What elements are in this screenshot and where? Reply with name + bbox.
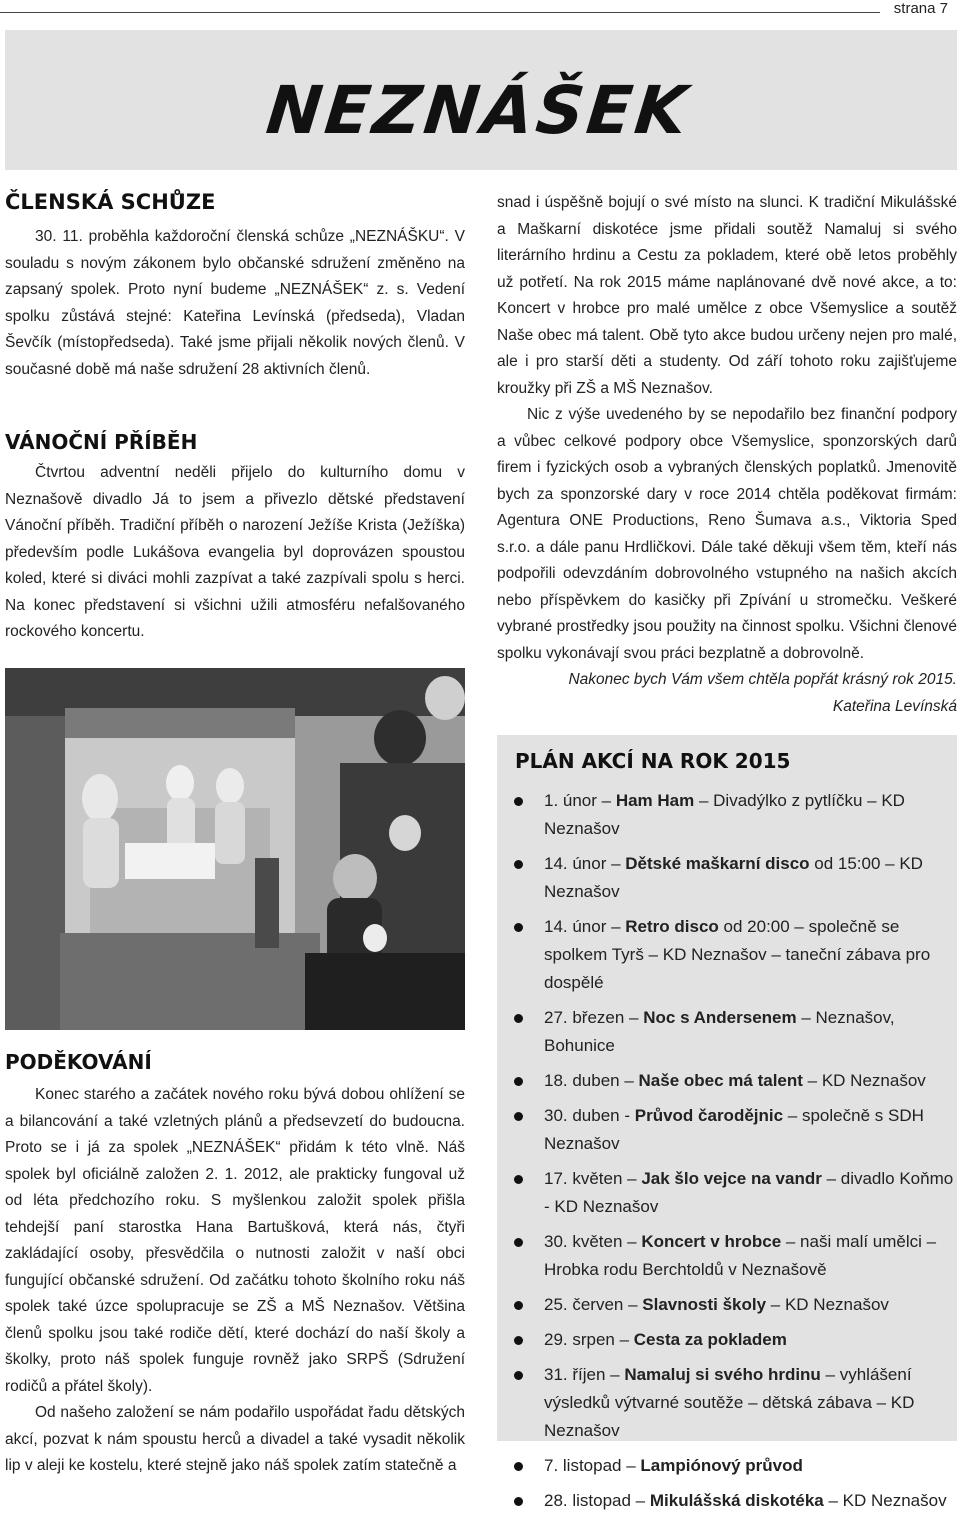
section-podekovani	[5, 1050, 465, 1480]
plan-item: 30. květen – Koncert v hrobce – naši malí umělci – Hrobka rodu Berchtoldů v Neznašově	[514, 1228, 954, 1284]
bullet-icon	[514, 860, 523, 869]
puppet-theatre-photo	[5, 668, 465, 1030]
plan-item: 14. únor – Retro disco od 20:00 – společně se spolkem Tyrš – KD Neznašov – taneční zábava pro dospělé	[514, 913, 954, 997]
vanocni-heading: VÁNOČNÍ PŘÍBĚH	[5, 430, 198, 454]
photo-illustration	[5, 668, 465, 1030]
plan-item: 27. březen – Noc s Andersenem – Neznašov, Bohunice	[514, 1004, 954, 1060]
clenska-text: 30. 11. proběhla každoroční členská schůze „NEZNÁŠKU“. V souladu s novým zákonem bylo občanské sdružení změněno na zapsaný spolek. Proto nyní budeme „NEZNÁŠEK“ z. s. Vedení spolku zůstává stejné: Kateřina Levínská (předseda), Vladan Ševčík (místopředseda). Také jsme přijali několik nových členů. V současné době má naše sdružení 28 aktivních členů.	[5, 228, 465, 378]
bullet-icon	[514, 1336, 523, 1345]
events-plan-box	[497, 735, 957, 1510]
signature: Kateřina Levínská	[832, 697, 957, 715]
masthead-banner	[5, 30, 957, 170]
plan-item: 25. červen – Slavnosti školy – KD Neznašov	[514, 1291, 954, 1319]
plan-item: 1. únor – Ham Ham – Divadýlko z pytlíčku – KD Neznašov	[514, 787, 954, 843]
bullet-icon	[514, 1014, 523, 1023]
podekovani-p2: Od našeho založení se nám podařilo uspořádat řadu dětských akcí, pozvat k nám spoustu herců a divadel a také vysadit několik lip v aleji ke kostelu, které stejně jako náš spolek zatím statečně a	[5, 1404, 465, 1474]
bullet-icon	[514, 1301, 523, 1310]
plan-item: 29. srpen – Cesta za pokladem	[514, 1326, 954, 1354]
section-right-column	[497, 190, 957, 720]
vanocni-text: Čtvrtou adventní neděli přijelo do kulturního domu v Neznašově divadlo Já to jsem a přivezlo dětské představení Vánoční příběh. Tradiční příběh o narození Ježíše Krista (Ježíška) především podle Lukášova evangelia byl doprovázen spoustou koled, které si diváci mohli zazpívat a také zazpívali spolu s herci. Na konec představení si všichni užili atmosféru nefalšovaného rockového koncertu.	[5, 464, 465, 640]
section-clenska-schuze	[5, 190, 465, 383]
bullet-icon	[514, 1175, 523, 1184]
bullet-icon	[514, 1462, 523, 1471]
right-column-p2: Nic z výše uvedeného by se nepodařilo bez finanční podpory a vůbec celkové podpory obce Všemyslice, sponzorských darů firem i fyzických osob a vybraných členských poplatků. Jmenovitě bych za sponzorské dary v roce 2014 chtěla poděkovat firmám: Agentura ONE Productions, Reno Šumava a.s., Viktoria Sped s.r.o. a dále panu Hrdličkovi. Dále také děkuji všem těm, kteří nás podpořili odevzdáním dobrovolného vstupného na našich akcích nebo příspěvkem do kasičky při Zpívání u stromečku. Veškeré vybrané prostředky jsou použity na činnost spolku. Všichni členové spolku vykonávají svou práci bezplatně a dobrovolně.	[497, 406, 957, 662]
plan-heading: PLÁN AKCÍ NA ROK 2015	[515, 749, 791, 773]
bullet-icon	[514, 1112, 523, 1121]
closing-wish: Nakonec bych Vám všem chtěla popřát krásný rok 2015.	[568, 671, 957, 688]
plan-item: 28. listopad – Mikulášská diskotéka – KD Neznašov	[514, 1487, 954, 1515]
plan-item: 30. duben - Průvod čarodějnic – společně s SDH Neznašov	[514, 1102, 954, 1158]
plan-item: 7. listopad – Lampiónový průvod	[514, 1452, 954, 1480]
right-column-p1: snad i úspěšně bojují o své místo na slunci. K tradiční Mikulášské a Maškarní diskotéce jsme přidali soutěž Namaluj si svého literárního hrdinu a Cestu za pokladem, které obě letos proběhly už potřetí. Na rok 2015 máme naplánované dvě nové akce, a to: Koncert v hrobce pro malé umělce z obce Všemyslice a soutěž Naše obec má talent. Obě tyto akce budou určeny nejen pro malé, ale i pro starší děti a studenty. Od září tohoto roku zajišťujeme kroužky při ZŠ a MŠ Neznašov.	[497, 194, 957, 397]
section-vanocni-pribeh	[5, 430, 465, 646]
plan-item: 17. květen – Jak šlo vejce na vandr – divadlo Koňmo - KD Neznašov	[514, 1165, 954, 1221]
plan-item: 18. duben – Naše obec má talent – KD Neznašov	[514, 1067, 954, 1095]
masthead-title: NEZNÁŠEK	[262, 72, 694, 149]
podekovani-heading: PODĚKOVÁNÍ	[5, 1050, 152, 1074]
bullet-icon	[514, 1497, 523, 1506]
bullet-icon	[514, 1371, 523, 1380]
bullet-icon	[514, 1238, 523, 1247]
page-number: strana 7	[893, 0, 948, 17]
bullet-icon	[514, 1077, 523, 1086]
plan-item: 31. říjen – Namaluj si svého hrdinu – vyhlášení výsledků výtvarné soutěže – dětská zábava – KD Neznašov	[514, 1361, 954, 1445]
header-rule	[0, 12, 880, 13]
clenska-heading: ČLENSKÁ SCHŮZE	[5, 190, 216, 214]
podekovani-p1: Konec starého a začátek nového roku bývá dobou ohlížení se a bilancování a také vzletných plánů a předsevzetí do budoucna. Proto se i já za spolek „NEZNÁŠEK“ přidám k této vlně. Náš spolek byl oficiálně založen 2. 1. 2012, ale prakticky fungoval už od léta předchozího roku. S myšlenkou založit spolek přišla tehdejší paní starostka Hana Bartušková, která nás, čtyři zakládající osoby, přesvědčila o nutnosti založit v naší obci fungující občanské sdružení. Od začátku tohoto školního roku náš spolek také úzce spolupracuje se ZŠ a MŠ Neznašov. Většina členů spolku jsou také rodiče dětí, které dochází do naší školy a školky, proto náš spolek funguje rovněž jako SRPŠ (Sdružení rodičů a přátel školy).	[5, 1086, 465, 1395]
bullet-icon	[514, 797, 523, 806]
page-header	[0, 0, 960, 24]
bullet-icon	[514, 923, 523, 932]
plan-item: 14. únor – Dětské maškarní disco od 15:00 – KD Neznašov	[514, 850, 954, 906]
plan-list	[514, 787, 954, 1522]
